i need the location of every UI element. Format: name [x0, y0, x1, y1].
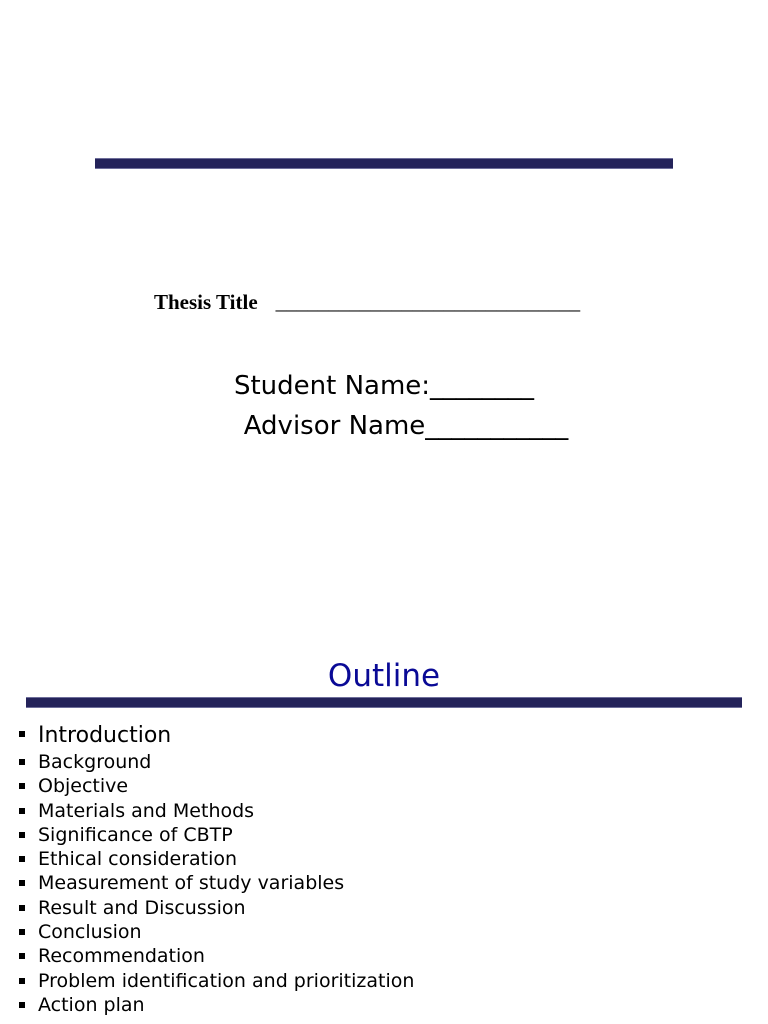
bullet-icon	[19, 759, 25, 765]
list-item	[0, 871, 414, 895]
list-item-label: Recommendation	[38, 945, 205, 968]
list-item	[0, 993, 414, 1017]
student-name-line: Student Name:________	[233, 371, 535, 401]
advisor-name-line: Advisor Name___________	[243, 411, 569, 441]
list-item	[0, 944, 414, 968]
list-item-label: Problem identification and prioritization	[38, 969, 415, 992]
bullet-icon	[19, 880, 25, 886]
thesis-title-blank: _____________________________	[275, 290, 581, 314]
header-rule	[95, 158, 673, 169]
bullet-icon	[19, 832, 25, 838]
list-item	[0, 750, 414, 774]
list-item	[0, 799, 414, 823]
bullet-icon	[19, 783, 25, 789]
outline-list	[0, 722, 414, 1017]
bullet-icon	[19, 731, 25, 737]
bullet-icon	[19, 905, 25, 911]
list-item-label: Result and Discussion	[38, 896, 246, 919]
bullet-icon	[19, 808, 25, 814]
outline-title: Outline	[327, 658, 441, 694]
bullet-icon	[19, 1002, 25, 1008]
list-item	[0, 896, 414, 920]
thesis-title-label: Thesis Title	[154, 290, 258, 314]
list-item	[0, 847, 414, 871]
list-item-label: Introduction	[38, 723, 172, 748]
list-item	[0, 969, 414, 993]
list-item-label: Conclusion	[38, 921, 142, 944]
list-item-label: Objective	[38, 775, 129, 798]
bullet-icon	[19, 953, 25, 959]
outline-rule	[26, 697, 742, 708]
bullet-icon	[19, 856, 25, 862]
thesis-title-row	[154, 290, 580, 315]
list-item-label: Action plan	[38, 993, 145, 1016]
list-item-label: Significance of CBTP	[38, 823, 233, 846]
list-item	[0, 823, 414, 847]
list-item-label: Materials and Methods	[38, 799, 255, 822]
list-item	[0, 774, 414, 798]
bullet-icon	[19, 929, 25, 935]
bullet-icon	[19, 978, 25, 984]
outline-slide	[0, 640, 768, 1024]
list-item-label: Ethical consideration	[38, 848, 238, 871]
list-item-label: Background	[38, 751, 152, 773]
list-item-label: Measurement of study variables	[38, 872, 345, 895]
list-item	[0, 920, 414, 944]
list-item	[0, 722, 414, 750]
